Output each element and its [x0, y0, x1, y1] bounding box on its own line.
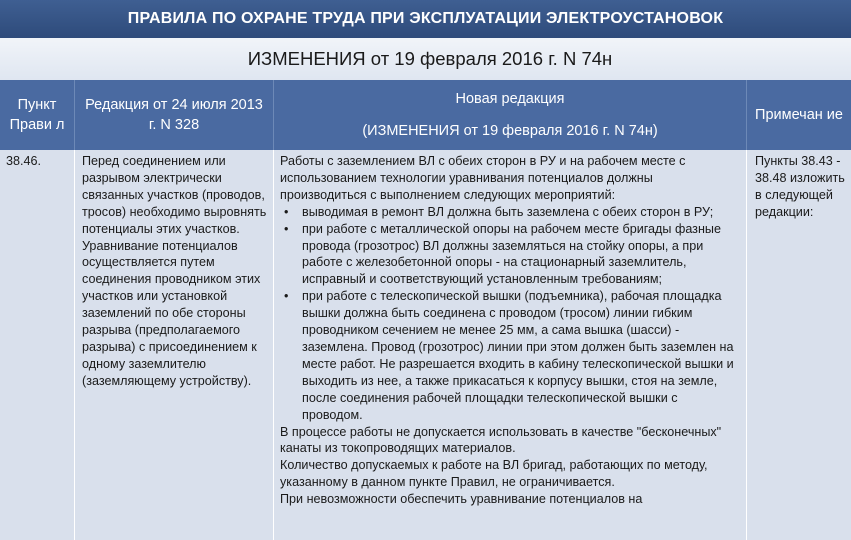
- new-edition-paragraph: При невозможности обеспечить уравнивание потенциалов на: [280, 492, 643, 507]
- column-divider: [273, 150, 274, 540]
- column-divider: [74, 150, 75, 540]
- new-edition-paragraph: Количество допускаемых к работе на ВЛ бригад, работающих по методу, указанному в данном пункте Правил, не ограничивается.: [280, 458, 708, 490]
- clause-number: 38.46.: [6, 154, 42, 168]
- table-row: [0, 150, 851, 540]
- new-edition-paragraph: В процессе работы не допускается использовать в качестве "бесконечных" канаты из токопроводящих материалов.: [280, 424, 722, 456]
- new-edition-intro: Работы с заземлением ВЛ с обеих сторон в РУ и на рабочем месте с использованием технологии уравнивания потенциалов должны производиться с выполнением следующих мероприятий:: [280, 154, 686, 202]
- header-note: Примечан ие: [755, 107, 843, 123]
- header-new-edition-title: Новая редакция: [455, 91, 565, 107]
- note-text: Пункты 38.43 - 38.48 изложить в следующей редакции:: [755, 154, 845, 219]
- new-edition-text: [280, 150, 738, 540]
- column-divider: [746, 150, 747, 540]
- page-title: ПРАВИЛА ПО ОХРАНЕ ТРУДА ПРИ ЭКСПЛУАТАЦИИ ЭЛЕКТРОУСТАНОВОК: [127, 10, 724, 27]
- header-new-edition: [274, 80, 746, 150]
- page-title-bar: [0, 0, 851, 38]
- subtitle-text: ИЗМЕНЕНИЯ от 19 февраля 2016 г. N 74н: [247, 48, 613, 69]
- old-edition-text: Перед соединением или разрывом электрически связанных участков (проводов, тросов) необходимо выровнять потенциалы этих участков. Уравнивание потенциалов осуществляется путем соединения проводником этих участков или установкой заземлений по обе стороны разрыва (предполагаемого разрыва) с присоединением к одному заземлителю (заземляющему устройству).: [82, 154, 267, 388]
- header-new-edition-subtitle: (ИЗМЕНЕНИЯ от 19 февраля 2016 г. N 74н): [362, 123, 658, 139]
- header-clause: Пункт Прави л: [9, 97, 65, 133]
- table-header-row: [0, 80, 851, 150]
- header-old-edition: Редакция от 24 июля 2013 г. N 328: [85, 97, 263, 133]
- measures-list: [280, 204, 738, 424]
- subtitle-banner: [0, 38, 851, 80]
- list-item: • выводимая в ремонт ВЛ должна быть заземлена с обеих сторон в РУ;: [280, 204, 738, 221]
- list-item: • при работе с телескопической вышки (подъемника), рабочая площадка вышки должна быть соединена с проводом (тросом) линии гибким проводником сечением не менее 25 мм, а сама вышка (шасси) - заземлена. Провод (грозотрос) линии при этом должен быть заземлен на месте работ. Не разрешается входить в кабину телескопической вышки и выходить из нее, а также прикасаться к корпусу вышки, стоя на земле, после соединения рабочей площадки телескопической вышки с проводом.: [280, 288, 738, 423]
- list-item: • при работе с металлической опоры на рабочем месте бригады фазные провода (грозотрос) ВЛ должны заземляться на стойку опоры, а при работе с железобетонной опоры - на стационарный заземлитель, исправный и соответствующий установленным требованиям;: [280, 221, 738, 289]
